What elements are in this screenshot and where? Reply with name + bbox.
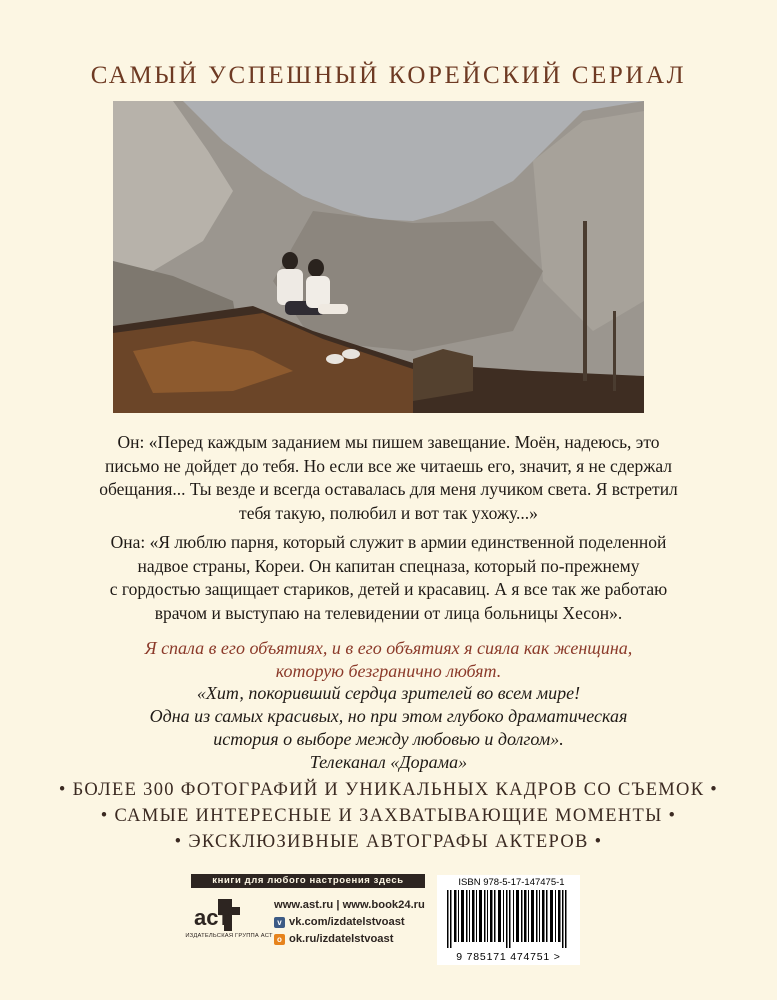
text-line: надвое страны, Кореи. Он капитан спецназа, который по-прежнему [137, 555, 640, 576]
vk-link[interactable]: vk.com/izdatelstvoast [289, 916, 405, 928]
cover-photo [113, 101, 644, 413]
text-line: история о выборе между любовью и долгом». [213, 729, 564, 749]
bullet-text: САМЫЕ ИНТЕРЕСНЫЕ И ЗАХВАТЫВАЮЩИЕ МОМЕНТЫ [114, 806, 663, 826]
logo-caption: ИЗДАТЕЛЬСКАЯ ГРУППА АСТ [185, 933, 273, 939]
review-quote [0, 682, 777, 774]
bullet-dot: • [174, 832, 183, 852]
websites-row[interactable] [274, 897, 425, 914]
bullet-item [0, 777, 777, 803]
logo-wordmark: аст [194, 905, 230, 930]
ok-row[interactable] [274, 931, 425, 948]
he-quote-paragraph [0, 431, 777, 525]
text-line: Он: «Перед каждым заданием мы пишем завещание. Моён, надеюсь, это [117, 432, 660, 452]
bullet-text: БОЛЕЕ 300 ФОТОГРАФИЙ И УНИКАЛЬНЫХ КАДРОВ СО СЪЕМОК [72, 780, 705, 800]
bullet-dot: • [58, 780, 67, 800]
bullet-dot: • [710, 780, 719, 800]
bullet-text: ЭКСКЛЮЗИВНЫЕ АВТОГРАФЫ АКТЕРОВ [188, 832, 589, 852]
red-italic-quote [0, 637, 777, 683]
text-line: Я спала в его объятиях, и в его объятиях я сияла как женщина, [144, 638, 633, 658]
barcode-bars [447, 890, 572, 950]
publisher-links [274, 897, 425, 948]
bullet-dot: • [594, 832, 603, 852]
publisher-tagline: книги для любого настроения здесь [191, 874, 425, 888]
she-quote-paragraph [0, 531, 777, 625]
text-line: которую безгранично любят. [275, 661, 502, 681]
vk-icon: v [274, 917, 285, 928]
vk-row[interactable] [274, 914, 425, 931]
text-line: врачом и выступаю на телевидении от лица больницы Хесон». [154, 602, 623, 623]
bullet-dot: • [668, 806, 677, 826]
review-source: Телеканал «Дорама» [309, 752, 468, 772]
ok-link[interactable]: ok.ru/izdatelstvoast [289, 933, 394, 945]
feature-bullets [0, 777, 777, 855]
bullet-dot: • [100, 806, 109, 826]
bullet-item [0, 829, 777, 855]
text-line: письмо не дойдет до тебя. Но если все же читаешь его, значит, я не сдержал [105, 455, 672, 476]
text-line: Одна из самых красивых, но при этом глубоко драматическая [149, 706, 628, 726]
text-line: с гордостью защищает стариков, детей и красавиц. А я все так же работаю [109, 579, 668, 599]
text-line: «Хит, покоривший сердца зрителей во всем мире! [196, 683, 581, 703]
ast-logo-mark [188, 895, 268, 935]
barcode-digits: 9 785171 474751 > [456, 951, 561, 963]
isbn-label: ISBN 978-5-17-147475-1 [458, 877, 565, 888]
text-line: тебя такую, полюбил и вот так ухожу...» [239, 502, 538, 523]
back-cover-headline: САМЫЙ УСПЕШНЫЙ КОРЕЙСКИЙ СЕРИАЛ [90, 62, 687, 89]
bullet-item [0, 803, 777, 829]
ast-logo [188, 895, 268, 955]
text-line: обещания... Ты везде и всегда оставалась для меня лучиком света. Я встретил [99, 479, 678, 499]
websites-link[interactable]: www.ast.ru | www.book24.ru [274, 899, 425, 911]
text-line: Она: «Я люблю парня, который служит в армии единственной поделенной [110, 532, 667, 552]
cliff-scene-illustration [113, 101, 644, 413]
ok-icon: o [274, 934, 285, 945]
